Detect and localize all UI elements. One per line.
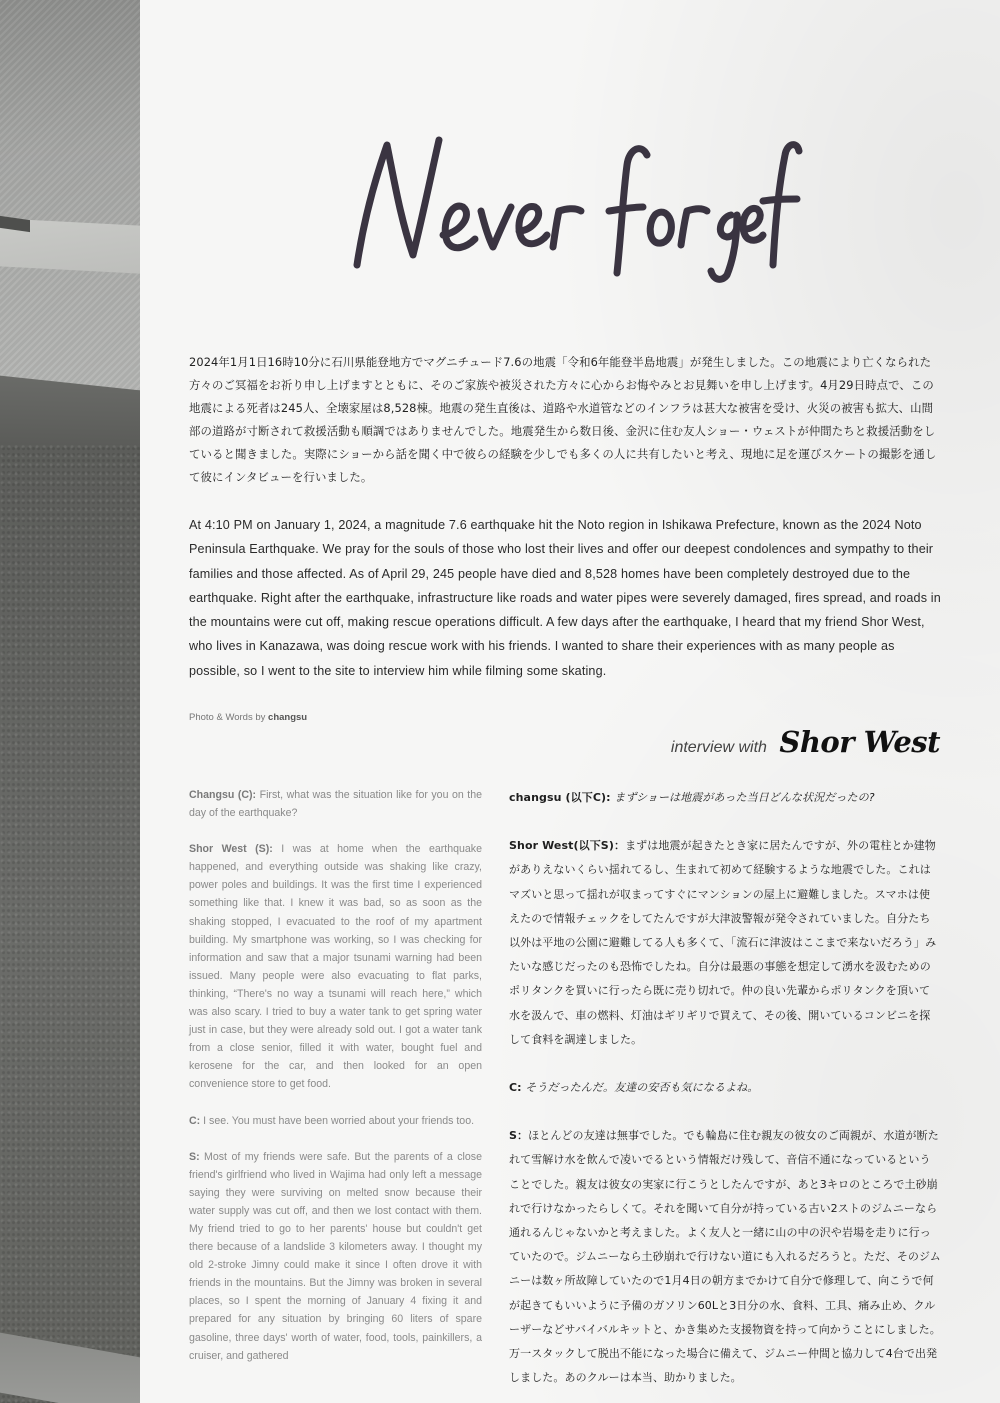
- qa-text: First, what was the situation like for you on the day of the earthquake?: [189, 789, 483, 820]
- photo-credit: [189, 712, 307, 723]
- road-photo: [0, 0, 140, 390]
- qa-paragraph: [189, 786, 482, 822]
- qa-paragraph: [509, 834, 941, 1052]
- japanese-interview-column: [509, 786, 941, 1403]
- interview-prefix: interview with: [670, 739, 767, 756]
- speaker-label: S:: [189, 1150, 200, 1163]
- intro-japanese: 2024年1月1日16時10分に石川県能登地方でマグニチュード7.6の地震「令和6年能登半島地震」が発生しました。この地震により亡くなられた方々のご冥福をお祈り申し上げますとともに、そのご家族や被災された方々に心からお悔やみとお見舞いを申し上げます。4月29日時点で、この地震による死者は245人、全壊家屋は8,528棟。地震の発生直後は、道路や水道管などのインフラは甚大な被害を受け、火災の被害も拡大、山間部の道路が寸断されて救援活動も順調ではありませんでした。地震発生から数日後、金沢に住む友人ショー・ウェストが仲間たちと救援活動をしていると聞きました。実際にショーから話を聞く中で彼らの経験を少しでも多くの人に共有したいと考え、現地に足を運びスケートの撮影を通して彼にインタビューを行いました。: [189, 355, 937, 484]
- interview-heading: [640, 725, 940, 759]
- speaker-label: Shor West (S):: [189, 843, 273, 856]
- qa-paragraph: [189, 1148, 482, 1365]
- qa-paragraph: [509, 1076, 941, 1100]
- speaker-label: Shor West(以下S)：: [509, 839, 626, 853]
- speaker-label: S：: [509, 1129, 529, 1143]
- qa-paragraph: [509, 786, 941, 810]
- english-interview-column: [189, 786, 482, 1383]
- qa-text: Most of my friends were safe. But the parents of a close friend's girlfriend who lived in Wajima had only left a message saying they were surviving on melted snow because their water supply was cut off, and then we lost contact with them. My friend tried to go to her parents' house but couldn't get there because of a landslide 3 kilometers away. I thought my old 2-stroke Jimny could make it since I often drove it with friends in the mountains. But the Jimny was broken in several places, so I spent the morning of January 4 fixing it and prepared for any situation by bringing 60 liters of spare gasoline, three days' worth of water, food, tools, painkillers, a cruiser, and gathered: [189, 1150, 482, 1362]
- credit-author: changsu: [268, 712, 308, 723]
- qa-text: I was at home when the earthquake happened, and everything outside was shaking like crazy, power poles and buildings. It was the first time I experienced something like that. I knew it was bad, so as soon as the shaking stopped, I evacuated to the roof of my apartment building. My smartphone was working, so I was checking for information and saw that a major tsunami warning had been issued. Many people were also evacuating to flat parks, thinking, “There's no way a tsunami will reach here,” which was also scary. I tried to buy a water tank to get spring water just in case, but they were already sold out. I got a water tank from a close senior, filled it with water, bought fuel and kerosene for the car, and then looked for an open convenience store to get food.: [189, 843, 482, 1091]
- concrete-wall: [0, 445, 140, 1403]
- speaker-label: C:: [189, 1114, 201, 1127]
- interviewee-name: Shor West: [779, 725, 940, 759]
- handwritten-title: [335, 115, 805, 285]
- qa-text: まずショーは地震があった当日どんな状況だったの?: [610, 791, 875, 804]
- qa-paragraph: [509, 1124, 941, 1390]
- qa-paragraph: [189, 1112, 482, 1130]
- qa-text: そうだったんだ。友達の安否も気になるよね。: [521, 1081, 759, 1095]
- speaker-label: C:: [509, 1081, 522, 1095]
- credit-prefix: Photo & Words by: [189, 712, 266, 723]
- speaker-label: changsu (以下C):: [509, 791, 611, 804]
- qa-text: まずは地震が起きたとき家に居たんですが、外の電柱とか建物がありえないくらい揺れてるし、生まれて初めて経験するような地震でした。これはマズいと思って揺れが収まってすぐにマンションの屋上に避難しました。スマホは使えたので情報チェックをしてたんですが大津波警報が発令されていました。自分たち以外は平地の公園に避難してる人も多くて、「流石に津波はここまで来ないだろう」みたいな感じだったのも恐怖でしたね。自分は最悪の事態を想定して湧水を汲むためのポリタンクを買いに行ったら既に売り切れで。仲の良い先輩からポリタンクを頂いて水を汲んで、車の燃料、灯油はギリギリで買えて、その後、開いているコンビニを探して食料を調達しました。: [509, 839, 937, 1046]
- qa-text: ほとんどの友達は無事でした。でも輪島に住む親友の彼女のご両親が、水道が断たれて雪解け水を飲んで凌いでるという情報だけ残して、音信不通になっているということでした。親友は彼女の実家に行こうとしたんですが、あと3キロのところで土砂崩れで行けなかったらしくて。それを聞いて自分が持っている古い2ストのジムニーなら通れるんじゃないかと考えました。よく友人と一緒に山の中の沢や岩場を走りに行っていたので。ジムニーなら土砂崩れで行けない道にも入れるだろうと。ただ、そのジムニーは数ヶ所故障していたので1月4日の朝方までかけて自分で修理して、向こうで何が起きてもいいように予備のガソリン60Lと3日分の水、食料、工具、痛み止め、クルーザーなどサバイバルキットと、かき集めた支援物資を持って向かうことにしました。万一スタックして脱出不能になった場合に備えて、ジムニー仲間と協力して4台で出発しました。あのクルーは本当、助かりました。: [509, 1129, 941, 1385]
- qa-text: I see. You must have been worried about your friends too.: [200, 1114, 475, 1127]
- intro-english: At 4:10 PM on January 1, 2024, a magnitude 7.6 earthquake hit the Noto region in Ishikawa Prefecture, known as the 2024 Noto Peninsula Earthquake. We pray for the souls of those who lost their lives and offer our deepest condolences and sympathy to their families and those affected. As of April 29, 245 people have died and 8,528 homes have been completely destroyed due to the earthquake. Right after the earthquake, infrastructure like roads and water pipes were severely damaged, fires spread, and roads in the mountains were cut off, making rescue operations difficult. A few days after the earthquake, I heard that my friend Shor West, who lives in Kanazawa, was doing rescue work with his friends. I wanted to share their experiences with as many people as possible, so I went to the site to interview him while filming some skating.: [189, 518, 941, 678]
- photo-strip: [0, 0, 140, 1403]
- qa-paragraph: [189, 840, 482, 1093]
- speaker-label: Changsu (C):: [189, 789, 257, 801]
